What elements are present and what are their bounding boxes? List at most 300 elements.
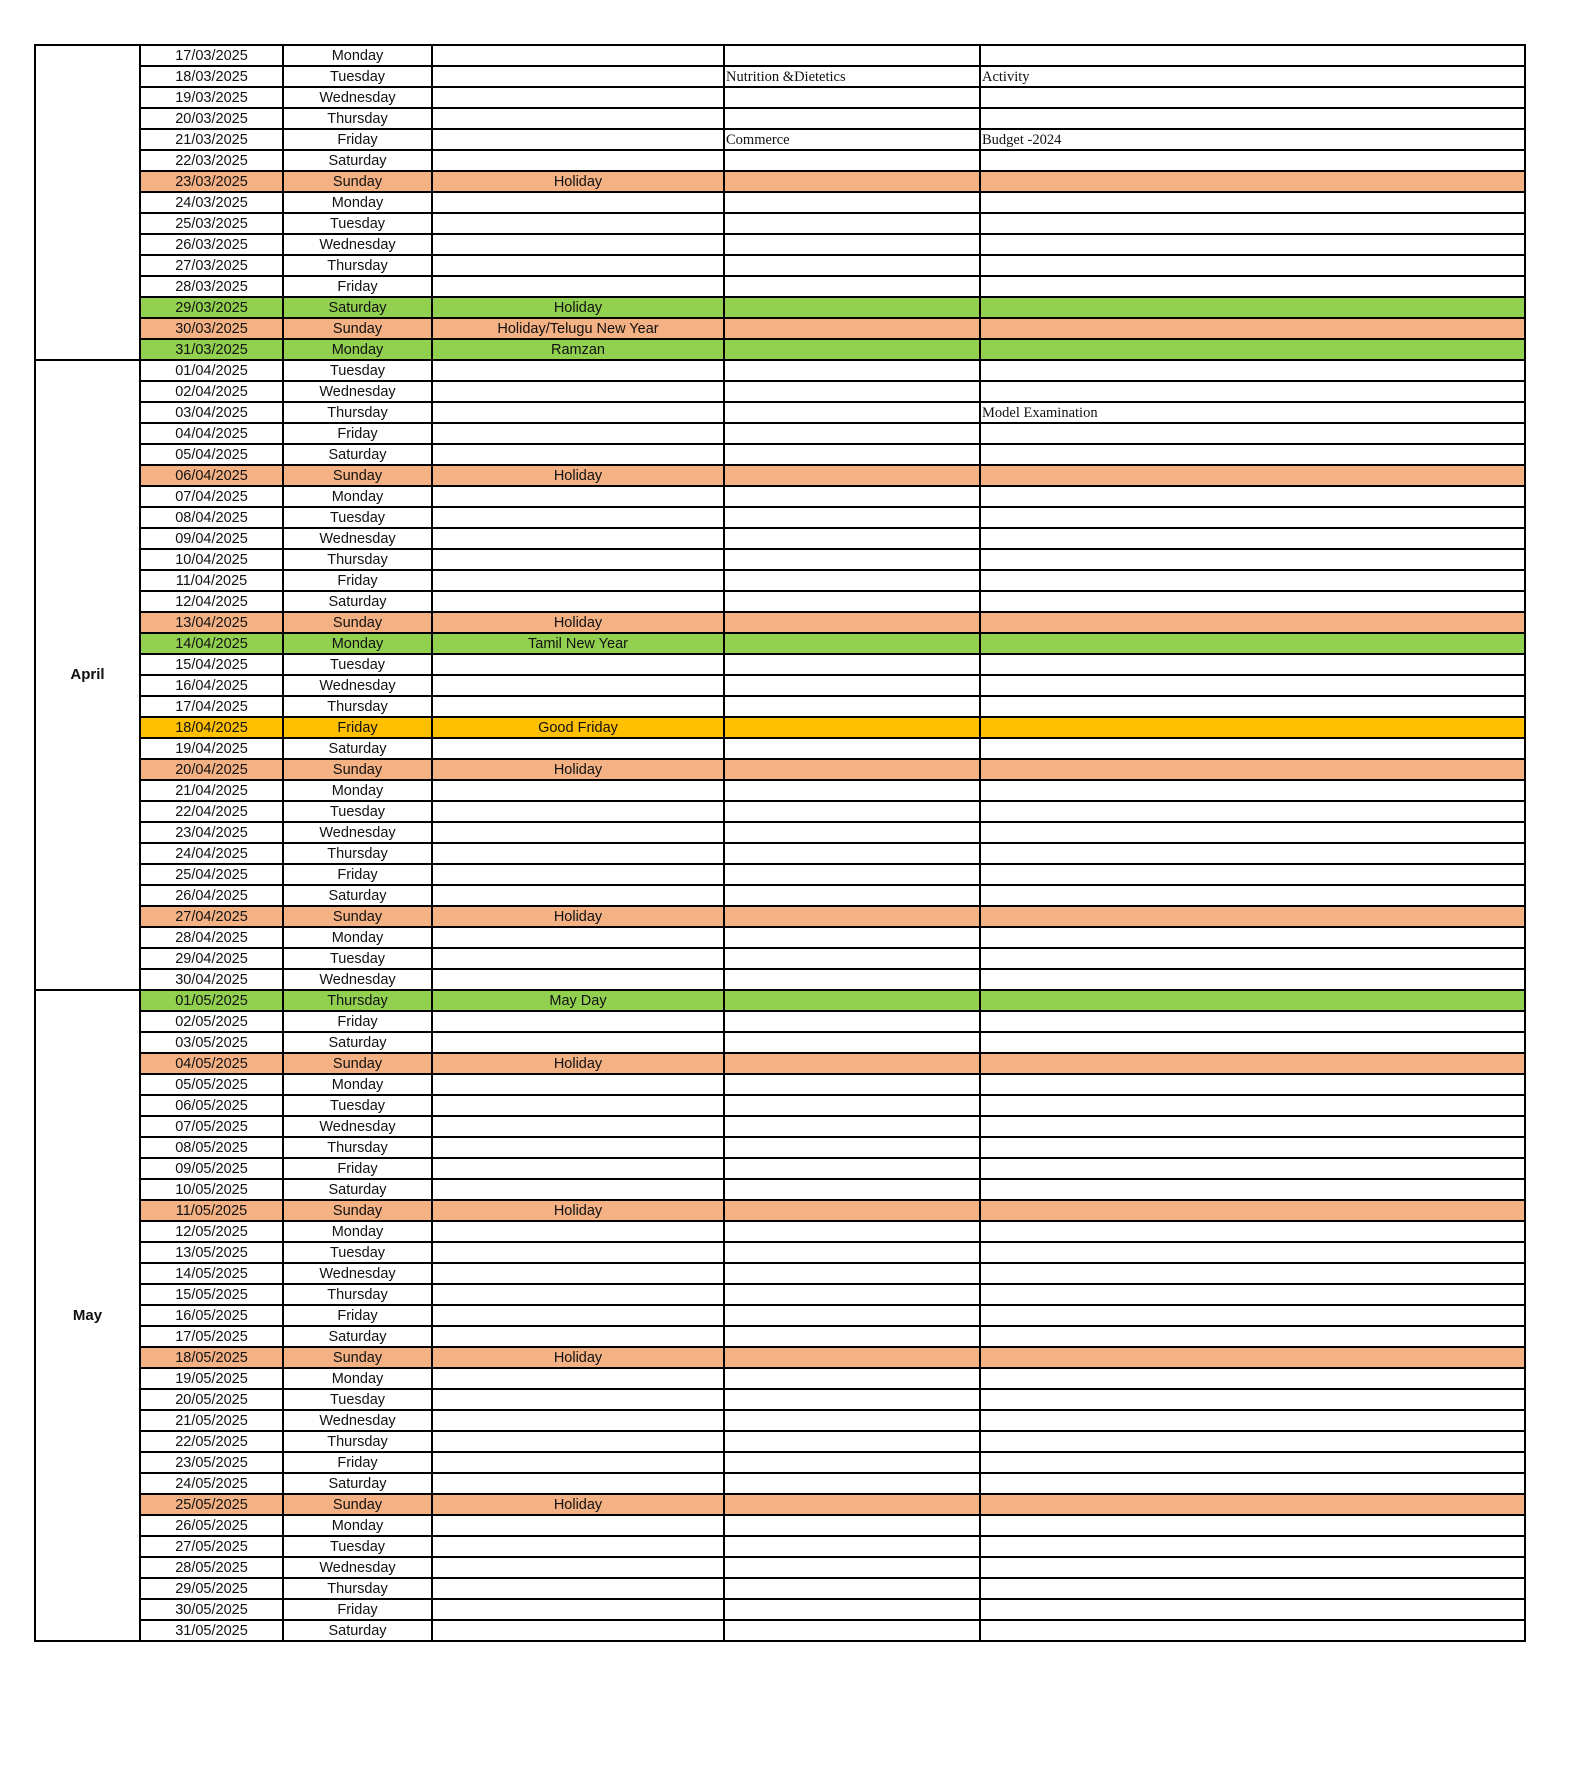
table-row (35, 738, 1525, 759)
event-cell: Holiday (432, 1494, 724, 1515)
table-row (35, 1599, 1525, 1620)
date-cell: 14/04/2025 (140, 633, 283, 654)
activity-cell: Model Examination (980, 402, 1525, 423)
activity-cell (980, 381, 1525, 402)
date-cell: 22/03/2025 (140, 150, 283, 171)
date-cell: 30/05/2025 (140, 1599, 283, 1620)
day-cell: Wednesday (283, 528, 432, 549)
date-cell: 21/04/2025 (140, 780, 283, 801)
date-cell: 16/05/2025 (140, 1305, 283, 1326)
activity-cell (980, 318, 1525, 339)
date-cell: 24/03/2025 (140, 192, 283, 213)
day-cell: Monday (283, 192, 432, 213)
event-cell (432, 192, 724, 213)
event-cell (432, 969, 724, 990)
activity-cell (980, 549, 1525, 570)
date-cell: 02/04/2025 (140, 381, 283, 402)
table-row (35, 1410, 1525, 1431)
day-cell: Wednesday (283, 969, 432, 990)
day-cell: Monday (283, 1221, 432, 1242)
date-cell: 18/03/2025 (140, 66, 283, 87)
subject-cell (724, 465, 980, 486)
activity-cell (980, 1599, 1525, 1620)
table-row (35, 990, 1525, 1011)
subject-cell (724, 885, 980, 906)
day-cell: Tuesday (283, 1242, 432, 1263)
event-cell (432, 570, 724, 591)
subject-cell (724, 1158, 980, 1179)
table-row (35, 129, 1525, 150)
subject-cell (724, 234, 980, 255)
event-cell (432, 948, 724, 969)
table-row (35, 1095, 1525, 1116)
event-cell (432, 1410, 724, 1431)
event-cell (432, 402, 724, 423)
event-cell: Holiday (432, 759, 724, 780)
event-cell (432, 1557, 724, 1578)
subject-cell (724, 1536, 980, 1557)
activity-cell (980, 1368, 1525, 1389)
activity-cell (980, 297, 1525, 318)
table-row (35, 213, 1525, 234)
day-cell: Thursday (283, 255, 432, 276)
day-cell: Friday (283, 1599, 432, 1620)
table-row (35, 717, 1525, 738)
activity-cell (980, 234, 1525, 255)
table-row (35, 654, 1525, 675)
day-cell: Friday (283, 423, 432, 444)
day-cell: Sunday (283, 465, 432, 486)
subject-cell (724, 1095, 980, 1116)
subject-cell (724, 948, 980, 969)
table-row (35, 486, 1525, 507)
activity-cell (980, 339, 1525, 360)
table-row (35, 150, 1525, 171)
date-cell: 30/04/2025 (140, 969, 283, 990)
subject-cell (724, 1179, 980, 1200)
event-cell (432, 1326, 724, 1347)
table-row (35, 1200, 1525, 1221)
table-row (35, 402, 1525, 423)
activity-cell (980, 1242, 1525, 1263)
table-row (35, 297, 1525, 318)
subject-cell (724, 1368, 980, 1389)
subject-cell (724, 423, 980, 444)
event-cell (432, 276, 724, 297)
table-row (35, 234, 1525, 255)
activity-cell (980, 1221, 1525, 1242)
subject-cell (724, 87, 980, 108)
day-cell: Tuesday (283, 1536, 432, 1557)
event-cell (432, 444, 724, 465)
day-cell: Wednesday (283, 234, 432, 255)
activity-cell (980, 255, 1525, 276)
subject-cell (724, 570, 980, 591)
table-row (35, 171, 1525, 192)
subject-cell (724, 339, 980, 360)
date-cell: 02/05/2025 (140, 1011, 283, 1032)
activity-cell (980, 927, 1525, 948)
event-cell (432, 780, 724, 801)
subject-cell (724, 108, 980, 129)
event-cell (432, 150, 724, 171)
date-cell: 09/04/2025 (140, 528, 283, 549)
day-cell: Saturday (283, 297, 432, 318)
subject-cell (724, 822, 980, 843)
subject-cell (724, 1263, 980, 1284)
subject-cell (724, 864, 980, 885)
table-row (35, 927, 1525, 948)
activity-cell (980, 465, 1525, 486)
table-row (35, 192, 1525, 213)
subject-cell (724, 1494, 980, 1515)
event-cell (432, 1536, 724, 1557)
event-cell (432, 738, 724, 759)
calendar-body (35, 45, 1525, 1641)
event-cell (432, 801, 724, 822)
day-cell: Saturday (283, 150, 432, 171)
event-cell: Holiday (432, 465, 724, 486)
table-row (35, 1620, 1525, 1641)
activity-cell: Budget -2024 (980, 129, 1525, 150)
event-cell (432, 654, 724, 675)
subject-cell (724, 45, 980, 66)
subject-cell (724, 528, 980, 549)
activity-cell (980, 654, 1525, 675)
activity-cell (980, 360, 1525, 381)
date-cell: 28/04/2025 (140, 927, 283, 948)
day-cell: Tuesday (283, 213, 432, 234)
table-row (35, 549, 1525, 570)
table-row (35, 381, 1525, 402)
table-row (35, 1137, 1525, 1158)
table-row (35, 969, 1525, 990)
subject-cell (724, 696, 980, 717)
event-cell (432, 591, 724, 612)
date-cell: 24/05/2025 (140, 1473, 283, 1494)
activity-cell (980, 150, 1525, 171)
date-cell: 25/05/2025 (140, 1494, 283, 1515)
event-cell (432, 255, 724, 276)
activity-cell (980, 1263, 1525, 1284)
activity-cell (980, 444, 1525, 465)
month-label (35, 45, 140, 360)
date-cell: 23/04/2025 (140, 822, 283, 843)
event-cell (432, 822, 724, 843)
day-cell: Wednesday (283, 381, 432, 402)
activity-cell (980, 1074, 1525, 1095)
day-cell: Friday (283, 864, 432, 885)
day-cell: Friday (283, 717, 432, 738)
date-cell: 04/04/2025 (140, 423, 283, 444)
date-cell: 23/03/2025 (140, 171, 283, 192)
event-cell: Holiday (432, 1347, 724, 1368)
event-cell (432, 129, 724, 150)
day-cell: Wednesday (283, 1557, 432, 1578)
event-cell (432, 1137, 724, 1158)
table-row (35, 948, 1525, 969)
event-cell (432, 1116, 724, 1137)
event-cell (432, 45, 724, 66)
subject-cell (724, 150, 980, 171)
activity-cell (980, 1095, 1525, 1116)
table-row (35, 444, 1525, 465)
subject-cell (724, 633, 980, 654)
table-row (35, 1578, 1525, 1599)
day-cell: Friday (283, 1452, 432, 1473)
calendar-table (34, 44, 1526, 1642)
subject-cell (724, 192, 980, 213)
date-cell: 20/05/2025 (140, 1389, 283, 1410)
event-cell (432, 1158, 724, 1179)
event-cell (432, 1431, 724, 1452)
table-row (35, 1557, 1525, 1578)
event-cell (432, 696, 724, 717)
day-cell: Tuesday (283, 801, 432, 822)
day-cell: Saturday (283, 885, 432, 906)
day-cell: Thursday (283, 696, 432, 717)
subject-cell (724, 276, 980, 297)
day-cell: Sunday (283, 1200, 432, 1221)
subject-cell (724, 1074, 980, 1095)
activity-cell (980, 1473, 1525, 1494)
activity-cell (980, 885, 1525, 906)
activity-cell (980, 1347, 1525, 1368)
event-cell (432, 507, 724, 528)
table-row (35, 66, 1525, 87)
day-cell: Tuesday (283, 654, 432, 675)
date-cell: 18/04/2025 (140, 717, 283, 738)
day-cell: Saturday (283, 591, 432, 612)
day-cell: Saturday (283, 444, 432, 465)
table-row (35, 1032, 1525, 1053)
subject-cell (724, 1452, 980, 1473)
subject-cell (724, 612, 980, 633)
activity-cell (980, 1536, 1525, 1557)
subject-cell (724, 1305, 980, 1326)
activity-cell (980, 528, 1525, 549)
date-cell: 15/05/2025 (140, 1284, 283, 1305)
activity-cell (980, 717, 1525, 738)
activity-cell (980, 1011, 1525, 1032)
date-cell: 08/05/2025 (140, 1137, 283, 1158)
table-row (35, 1326, 1525, 1347)
event-cell (432, 381, 724, 402)
subject-cell (724, 591, 980, 612)
table-row (35, 1221, 1525, 1242)
event-cell (432, 1452, 724, 1473)
activity-cell (980, 1515, 1525, 1536)
day-cell: Friday (283, 1011, 432, 1032)
table-row (35, 570, 1525, 591)
event-cell: Holiday (432, 612, 724, 633)
activity-cell (980, 1158, 1525, 1179)
activity-cell (980, 969, 1525, 990)
subject-cell (724, 1284, 980, 1305)
date-cell: 15/04/2025 (140, 654, 283, 675)
day-cell: Friday (283, 1305, 432, 1326)
date-cell: 25/04/2025 (140, 864, 283, 885)
activity-cell (980, 570, 1525, 591)
day-cell: Monday (283, 339, 432, 360)
day-cell: Monday (283, 927, 432, 948)
table-row (35, 45, 1525, 66)
subject-cell (724, 1473, 980, 1494)
event-cell: Ramzan (432, 339, 724, 360)
event-cell (432, 1305, 724, 1326)
activity-cell (980, 780, 1525, 801)
table-row (35, 675, 1525, 696)
event-cell: Holiday (432, 1053, 724, 1074)
activity-cell (980, 1305, 1525, 1326)
day-cell: Wednesday (283, 675, 432, 696)
event-cell (432, 528, 724, 549)
date-cell: 31/03/2025 (140, 339, 283, 360)
table-row (35, 507, 1525, 528)
event-cell (432, 927, 724, 948)
date-cell: 17/05/2025 (140, 1326, 283, 1347)
subject-cell (724, 1137, 980, 1158)
event-cell (432, 360, 724, 381)
table-row (35, 1368, 1525, 1389)
subject-cell (724, 1515, 980, 1536)
day-cell: Sunday (283, 171, 432, 192)
table-row (35, 633, 1525, 654)
date-cell: 05/04/2025 (140, 444, 283, 465)
date-cell: 09/05/2025 (140, 1158, 283, 1179)
date-cell: 27/04/2025 (140, 906, 283, 927)
event-cell (432, 108, 724, 129)
activity-cell (980, 759, 1525, 780)
date-cell: 08/04/2025 (140, 507, 283, 528)
activity-cell (980, 486, 1525, 507)
table-row (35, 801, 1525, 822)
date-cell: 22/04/2025 (140, 801, 283, 822)
day-cell: Saturday (283, 1326, 432, 1347)
date-cell: 13/05/2025 (140, 1242, 283, 1263)
day-cell: Friday (283, 129, 432, 150)
day-cell: Monday (283, 780, 432, 801)
table-row (35, 1431, 1525, 1452)
table-row (35, 1158, 1525, 1179)
activity-cell (980, 1431, 1525, 1452)
table-row (35, 822, 1525, 843)
day-cell: Sunday (283, 1494, 432, 1515)
event-cell (432, 1242, 724, 1263)
day-cell: Tuesday (283, 507, 432, 528)
subject-cell (724, 801, 980, 822)
table-row (35, 1053, 1525, 1074)
activity-cell (980, 1179, 1525, 1200)
day-cell: Thursday (283, 1284, 432, 1305)
table-row (35, 108, 1525, 129)
event-cell (432, 1221, 724, 1242)
date-cell: 31/05/2025 (140, 1620, 283, 1641)
table-row (35, 780, 1525, 801)
event-cell: Holiday (432, 906, 724, 927)
event-cell (432, 213, 724, 234)
activity-cell (980, 1620, 1525, 1641)
date-cell: 13/04/2025 (140, 612, 283, 633)
subject-cell (724, 927, 980, 948)
subject-cell (724, 507, 980, 528)
table-row (35, 1011, 1525, 1032)
subject-cell (724, 1410, 980, 1431)
day-cell: Sunday (283, 1053, 432, 1074)
month-label: May (35, 990, 140, 1641)
activity-cell (980, 738, 1525, 759)
event-cell: Good Friday (432, 717, 724, 738)
date-cell: 29/05/2025 (140, 1578, 283, 1599)
day-cell: Monday (283, 633, 432, 654)
day-cell: Saturday (283, 1473, 432, 1494)
date-cell: 20/03/2025 (140, 108, 283, 129)
date-cell: 19/04/2025 (140, 738, 283, 759)
event-cell: Holiday (432, 1200, 724, 1221)
subject-cell (724, 1431, 980, 1452)
date-cell: 22/05/2025 (140, 1431, 283, 1452)
day-cell: Sunday (283, 1347, 432, 1368)
activity-cell (980, 1578, 1525, 1599)
activity-cell (980, 1284, 1525, 1305)
day-cell: Monday (283, 1074, 432, 1095)
table-row (35, 255, 1525, 276)
day-cell: Thursday (283, 108, 432, 129)
subject-cell (724, 549, 980, 570)
table-row (35, 843, 1525, 864)
table-row (35, 528, 1525, 549)
date-cell: 29/04/2025 (140, 948, 283, 969)
day-cell: Sunday (283, 906, 432, 927)
subject-cell (724, 738, 980, 759)
date-cell: 03/04/2025 (140, 402, 283, 423)
activity-cell (980, 1494, 1525, 1515)
date-cell: 12/05/2025 (140, 1221, 283, 1242)
subject-cell (724, 486, 980, 507)
activity-cell (980, 990, 1525, 1011)
day-cell: Saturday (283, 1179, 432, 1200)
date-cell: 29/03/2025 (140, 297, 283, 318)
date-cell: 21/05/2025 (140, 1410, 283, 1431)
date-cell: 28/05/2025 (140, 1557, 283, 1578)
subject-cell (724, 1053, 980, 1074)
subject-cell (724, 717, 980, 738)
subject-cell: Commerce (724, 129, 980, 150)
subject-cell (724, 1557, 980, 1578)
subject-cell (724, 906, 980, 927)
day-cell: Sunday (283, 612, 432, 633)
date-cell: 01/05/2025 (140, 990, 283, 1011)
table-row (35, 360, 1525, 381)
event-cell: May Day (432, 990, 724, 1011)
subject-cell (724, 360, 980, 381)
table-row (35, 318, 1525, 339)
event-cell (432, 549, 724, 570)
day-cell: Friday (283, 570, 432, 591)
subject-cell (724, 213, 980, 234)
date-cell: 21/03/2025 (140, 129, 283, 150)
subject-cell: Nutrition &Dietetics (724, 66, 980, 87)
event-cell (432, 1515, 724, 1536)
subject-cell (724, 444, 980, 465)
table-row (35, 1305, 1525, 1326)
table-row (35, 1179, 1525, 1200)
date-cell: 03/05/2025 (140, 1032, 283, 1053)
activity-cell (980, 864, 1525, 885)
day-cell: Monday (283, 1368, 432, 1389)
day-cell: Wednesday (283, 822, 432, 843)
subject-cell (724, 969, 980, 990)
